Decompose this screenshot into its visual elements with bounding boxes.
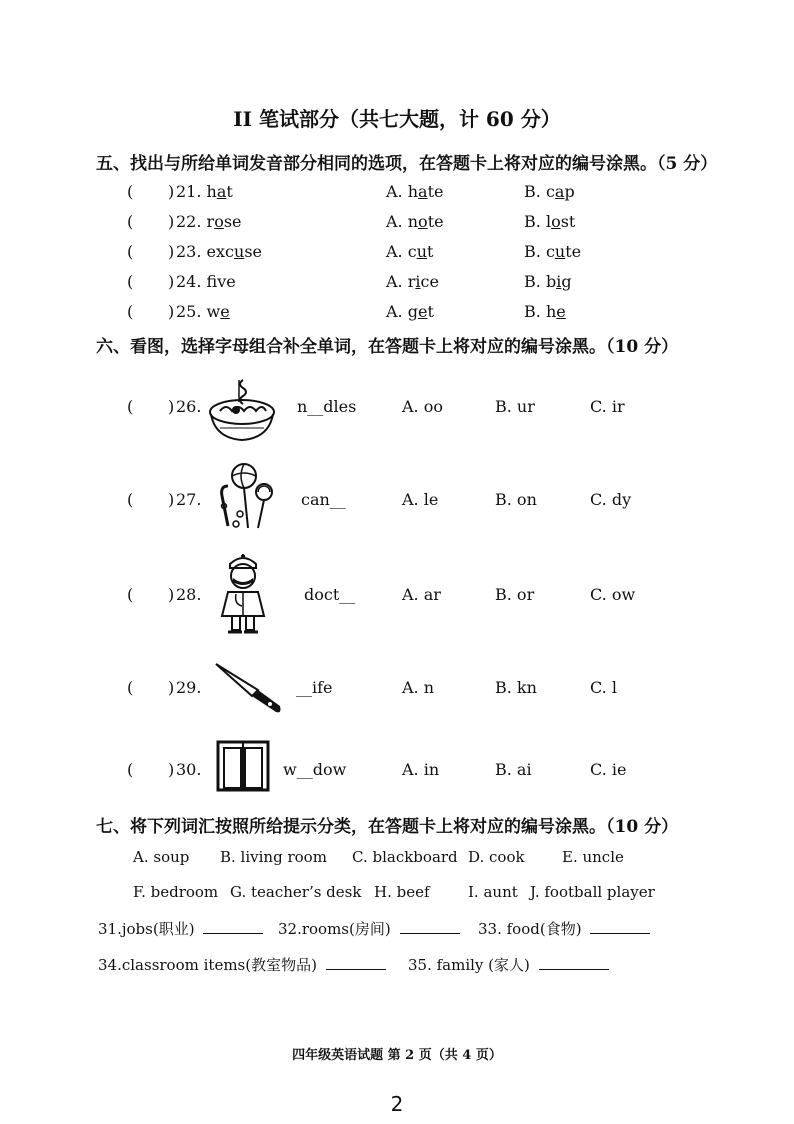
- option-a[interactable]: [386, 272, 439, 291]
- word-prefix: b: [545, 272, 557, 291]
- question-word: [176, 272, 236, 291]
- underlined-letter: i: [556, 272, 562, 291]
- word-suffix: st: [560, 212, 576, 231]
- word-h: H. beef: [374, 883, 430, 901]
- underlined-letter: u: [234, 242, 245, 261]
- answer-35-blank[interactable]: [539, 955, 609, 970]
- question-number: 21.: [176, 182, 202, 201]
- question-number: 26.: [176, 397, 202, 416]
- option-b[interactable]: B. kn: [495, 678, 537, 697]
- option-a[interactable]: [386, 182, 444, 201]
- question-word: [176, 242, 262, 261]
- answer-paren-open[interactable]: (: [127, 760, 134, 779]
- option-c[interactable]: C. ow: [590, 585, 636, 604]
- word-prefix: w: [206, 302, 221, 321]
- question-33: [478, 918, 650, 939]
- answer-paren-open[interactable]: (: [127, 212, 134, 231]
- word-g: G. teacher’s desk: [230, 883, 362, 901]
- word-prefix: f: [206, 272, 218, 291]
- answer-paren-close: ): [168, 302, 175, 321]
- answer-33-blank[interactable]: [590, 919, 650, 934]
- word-b: B. living room: [220, 848, 327, 866]
- option-b[interactable]: B. on: [495, 490, 537, 509]
- word-suffix: ve: [217, 272, 236, 291]
- answer-paren-open[interactable]: (: [127, 182, 134, 201]
- page-title: II 笔试部分（共七大题，计 60 分）: [233, 107, 561, 131]
- word-j: J. football player: [530, 883, 655, 901]
- section-6-heading: 六、看图，选择字母组合补全单词，在答题卡上将对应的编号涂黑。（10 分）: [96, 337, 679, 357]
- option-c[interactable]: C. l: [590, 678, 617, 697]
- option-label: B.: [524, 242, 541, 261]
- underlined-letter: a: [216, 182, 227, 201]
- page-number: 2: [390, 1092, 404, 1116]
- answer-paren-close: ): [168, 212, 175, 231]
- question-34: [98, 954, 386, 975]
- option-b[interactable]: [524, 302, 566, 321]
- underlined-letter: u: [416, 242, 428, 261]
- option-label: A.: [386, 272, 403, 291]
- option-b[interactable]: [524, 212, 575, 231]
- option-b[interactable]: B. ai: [495, 760, 532, 779]
- underlined-letter: e: [556, 302, 566, 321]
- word-suffix: te: [427, 182, 444, 201]
- answer-paren-close: ): [168, 397, 175, 416]
- option-b[interactable]: [524, 272, 572, 291]
- question-word: [176, 182, 233, 201]
- noodles-bowl-icon: [206, 378, 278, 444]
- doctor-icon: [214, 550, 272, 636]
- word-prefix: l: [545, 212, 552, 231]
- option-b[interactable]: [524, 242, 581, 261]
- option-c[interactable]: C. ie: [590, 760, 627, 779]
- word-a: A. soup: [133, 848, 190, 866]
- option-a[interactable]: A. oo: [402, 397, 443, 416]
- underlined-letter: e: [417, 302, 428, 321]
- answer-paren-open[interactable]: (: [127, 302, 134, 321]
- option-b[interactable]: [524, 182, 575, 201]
- option-label: A.: [386, 302, 403, 321]
- word-suffix: te: [427, 212, 444, 231]
- option-a[interactable]: [386, 242, 433, 261]
- word-prefix: h: [407, 182, 419, 201]
- option-label: A.: [386, 212, 403, 231]
- word-prefix: r: [206, 212, 215, 231]
- word-f: F. bedroom: [133, 883, 219, 901]
- word-i: I. aunt: [468, 883, 518, 901]
- word-e: E. uncle: [562, 848, 624, 866]
- answer-paren-close: ): [168, 585, 175, 604]
- answer-paren-close: ): [168, 678, 175, 697]
- option-a[interactable]: A. n: [402, 678, 435, 697]
- option-c[interactable]: C. dy: [590, 490, 632, 509]
- answer-paren-open[interactable]: (: [127, 585, 134, 604]
- option-label: A.: [386, 242, 403, 261]
- option-a[interactable]: A. le: [402, 490, 439, 509]
- option-label: B.: [524, 272, 541, 291]
- answer-paren-close: ): [168, 242, 175, 261]
- question-31: [98, 918, 263, 939]
- answer-paren-open[interactable]: (: [127, 397, 134, 416]
- option-b[interactable]: B. ur: [495, 397, 535, 416]
- word-suffix: te: [565, 242, 582, 261]
- section-5-heading: 五、找出与所给单词发音部分相同的选项，在答题卡上将对应的编号涂黑。（5 分）: [96, 154, 718, 174]
- underlined-letter: i: [415, 272, 421, 291]
- answer-paren-open[interactable]: (: [127, 242, 134, 261]
- word-prefix: exc: [206, 242, 234, 261]
- word-prefix: h: [206, 182, 217, 201]
- word-prefix: h: [545, 302, 557, 321]
- underlined-letter: u: [554, 242, 566, 261]
- word-suffix: t: [226, 182, 233, 201]
- underlined-letter: a: [554, 182, 565, 201]
- option-label: B.: [524, 212, 541, 231]
- question-number: 27.: [176, 490, 202, 509]
- question-35-label: 35. family (家人): [408, 956, 530, 974]
- question-number: 29.: [176, 678, 202, 697]
- word-suffix: t: [427, 242, 434, 261]
- knife-icon: [212, 660, 284, 716]
- incomplete-word: doct__: [304, 585, 356, 604]
- word-d: D. cook: [468, 848, 525, 866]
- question-31-label: 31.jobs(职业): [98, 920, 195, 938]
- underlined-letter: e: [220, 302, 230, 321]
- option-label: A.: [386, 182, 403, 201]
- answer-paren-close: ): [168, 760, 175, 779]
- underlined-letter: o: [214, 212, 224, 231]
- candy-icon: [214, 462, 274, 534]
- question-32: [278, 918, 460, 939]
- word-suffix: p: [564, 182, 575, 201]
- underlined-letter: a: [418, 182, 428, 201]
- answer-paren-open[interactable]: (: [127, 678, 134, 697]
- word-prefix: g: [407, 302, 418, 321]
- word-suffix: g: [561, 272, 572, 291]
- answer-31-blank[interactable]: [203, 919, 263, 934]
- question-number: 23.: [176, 242, 202, 261]
- option-a[interactable]: A. ar: [402, 585, 441, 604]
- word-suffix: se: [223, 212, 242, 231]
- question-32-label: 32.rooms(房间): [278, 920, 391, 938]
- page-footer: 四年级英语试题 第 2 页（共 4 页）: [292, 1048, 502, 1063]
- option-b[interactable]: B. or: [495, 585, 535, 604]
- question-34-label: 34.classroom items(教室物品): [98, 956, 317, 974]
- question-number: 30.: [176, 760, 202, 779]
- answer-paren-close: ): [168, 182, 175, 201]
- question-number: 22.: [176, 212, 202, 231]
- word-suffix: t: [427, 302, 434, 321]
- underlined-letter: o: [418, 212, 428, 231]
- answer-paren-open[interactable]: (: [127, 272, 134, 291]
- answer-paren-close: ): [168, 490, 175, 509]
- incomplete-word: __ife: [296, 678, 333, 697]
- option-label: B.: [524, 182, 541, 201]
- option-a[interactable]: A. in: [402, 760, 440, 779]
- incomplete-word: w__dow: [283, 760, 347, 779]
- answer-32-blank[interactable]: [400, 919, 460, 934]
- word-prefix: n: [407, 212, 419, 231]
- question-35: [408, 954, 609, 975]
- incomplete-word: n__dles: [297, 397, 357, 416]
- window-icon: [216, 740, 270, 792]
- underlined-letter: o: [551, 212, 561, 231]
- answer-paren-close: ): [168, 272, 175, 291]
- question-word: [176, 302, 230, 321]
- question-33-label: 33. food(食物): [478, 920, 582, 938]
- incomplete-word: can__: [301, 490, 346, 509]
- word-prefix: c: [545, 182, 555, 201]
- word-prefix: c: [407, 242, 417, 261]
- word-c: C. blackboard: [352, 848, 458, 866]
- section-7-heading: 七、将下列词汇按照所给提示分类，在答题卡上将对应的编号涂黑。（10 分）: [96, 817, 679, 837]
- word-prefix: r: [407, 272, 416, 291]
- question-word: [176, 212, 242, 231]
- word-suffix: ce: [420, 272, 439, 291]
- word-suffix: se: [244, 242, 262, 261]
- option-c[interactable]: C. ir: [590, 397, 625, 416]
- word-prefix: c: [545, 242, 555, 261]
- question-number: 24.: [176, 272, 202, 291]
- answer-34-blank[interactable]: [326, 955, 386, 970]
- question-number: 25.: [176, 302, 202, 321]
- option-a[interactable]: [386, 212, 444, 231]
- option-a[interactable]: [386, 302, 434, 321]
- question-number: 28.: [176, 585, 202, 604]
- answer-paren-open[interactable]: (: [127, 490, 134, 509]
- option-label: B.: [524, 302, 541, 321]
